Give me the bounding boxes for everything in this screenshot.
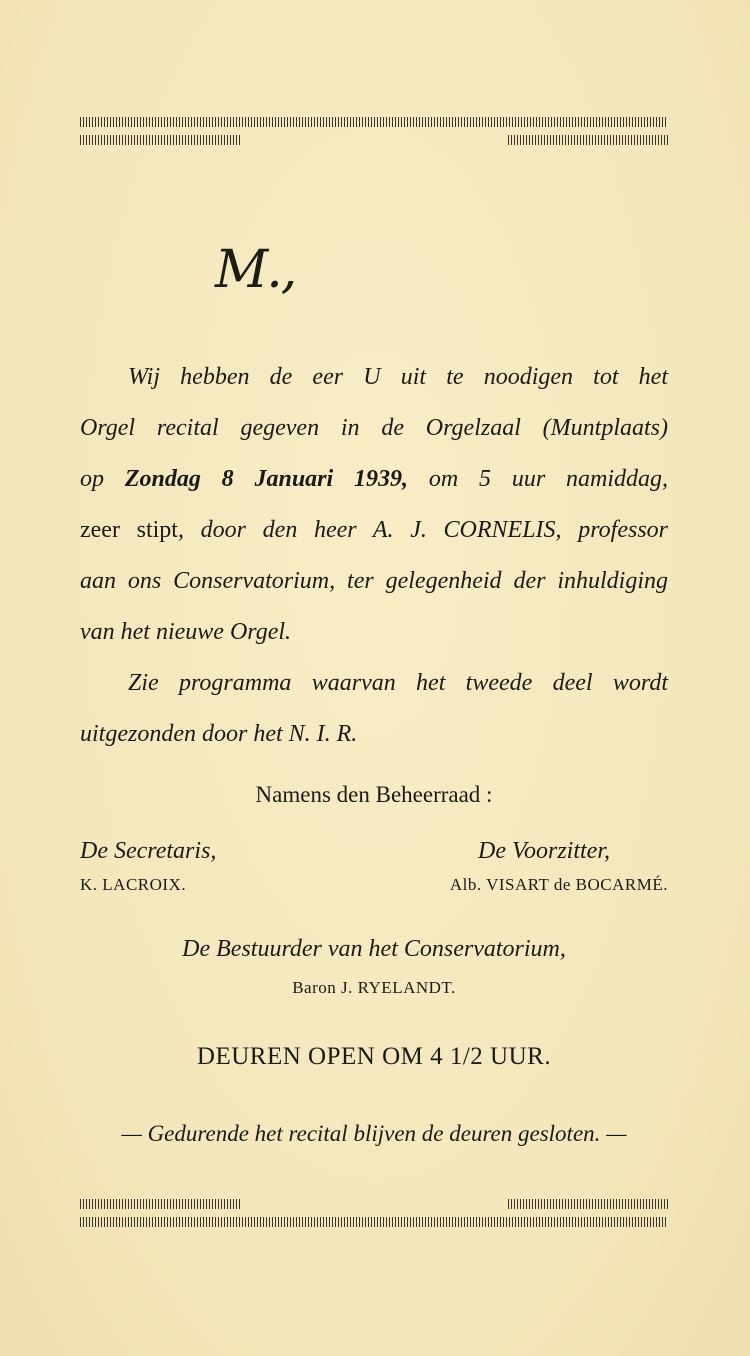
- invitation-text: [80, 352, 668, 658]
- concert-time: om 5 uur namiddag,: [428, 466, 669, 492]
- secretary-title: De Secretaris,: [80, 838, 217, 864]
- bottom-rule-left: [80, 1199, 242, 1209]
- secretary-name: K. LACROIX.: [80, 875, 187, 894]
- signatories: [80, 838, 668, 908]
- on-behalf: Namens den Beheerraad :: [255, 782, 493, 807]
- date-prefix: op: [80, 466, 104, 492]
- closing-note: — Gedurende het recital blijven de deuren gesloten. —: [121, 1121, 627, 1146]
- top-rule-long: [80, 117, 668, 127]
- director-name: Baron J. RYELANDT.: [292, 978, 456, 997]
- bottom-rule-right: [508, 1199, 668, 1209]
- program-text: [80, 658, 668, 760]
- salutation: M.,: [215, 240, 296, 300]
- concert-date: Zondag 8 Januari 1939,: [124, 466, 409, 492]
- date-line: [80, 454, 668, 505]
- performer-line: [80, 505, 668, 556]
- invitation-line-2: Orgel recital gegeven in de Orgelzaal (Muntplaats): [80, 415, 668, 441]
- invitation-line-1: Wij hebben de eer U uit te noodigen tot het: [128, 364, 668, 390]
- performer-prefix: zeer stipt,: [80, 517, 184, 543]
- performer-text: door den heer A. J. CORNELIS, professor: [200, 517, 669, 543]
- chairman-title: De Voorzitter,: [478, 838, 610, 864]
- bottom-rule-long: [80, 1217, 668, 1227]
- top-rule-left: [80, 135, 242, 145]
- doors-open: DEUREN OPEN OM 4 1/2 UUR.: [196, 1043, 552, 1070]
- program-line-2: uitgezonden door het N. I. R.: [80, 721, 358, 747]
- occasion-line-2: van het nieuwe Orgel.: [80, 619, 292, 645]
- occasion-line-1: aan ons Conservatorium, ter gelegenheid der inhuldiging: [80, 568, 668, 594]
- top-rule-right: [508, 135, 668, 145]
- chairman-name: Alb. VISART de BOCARMÉ.: [449, 875, 668, 894]
- director-title: De Bestuurder van het Conservatorium,: [182, 936, 566, 962]
- program-line-1: Zie programma waarvan het tweede deel wordt: [128, 670, 668, 696]
